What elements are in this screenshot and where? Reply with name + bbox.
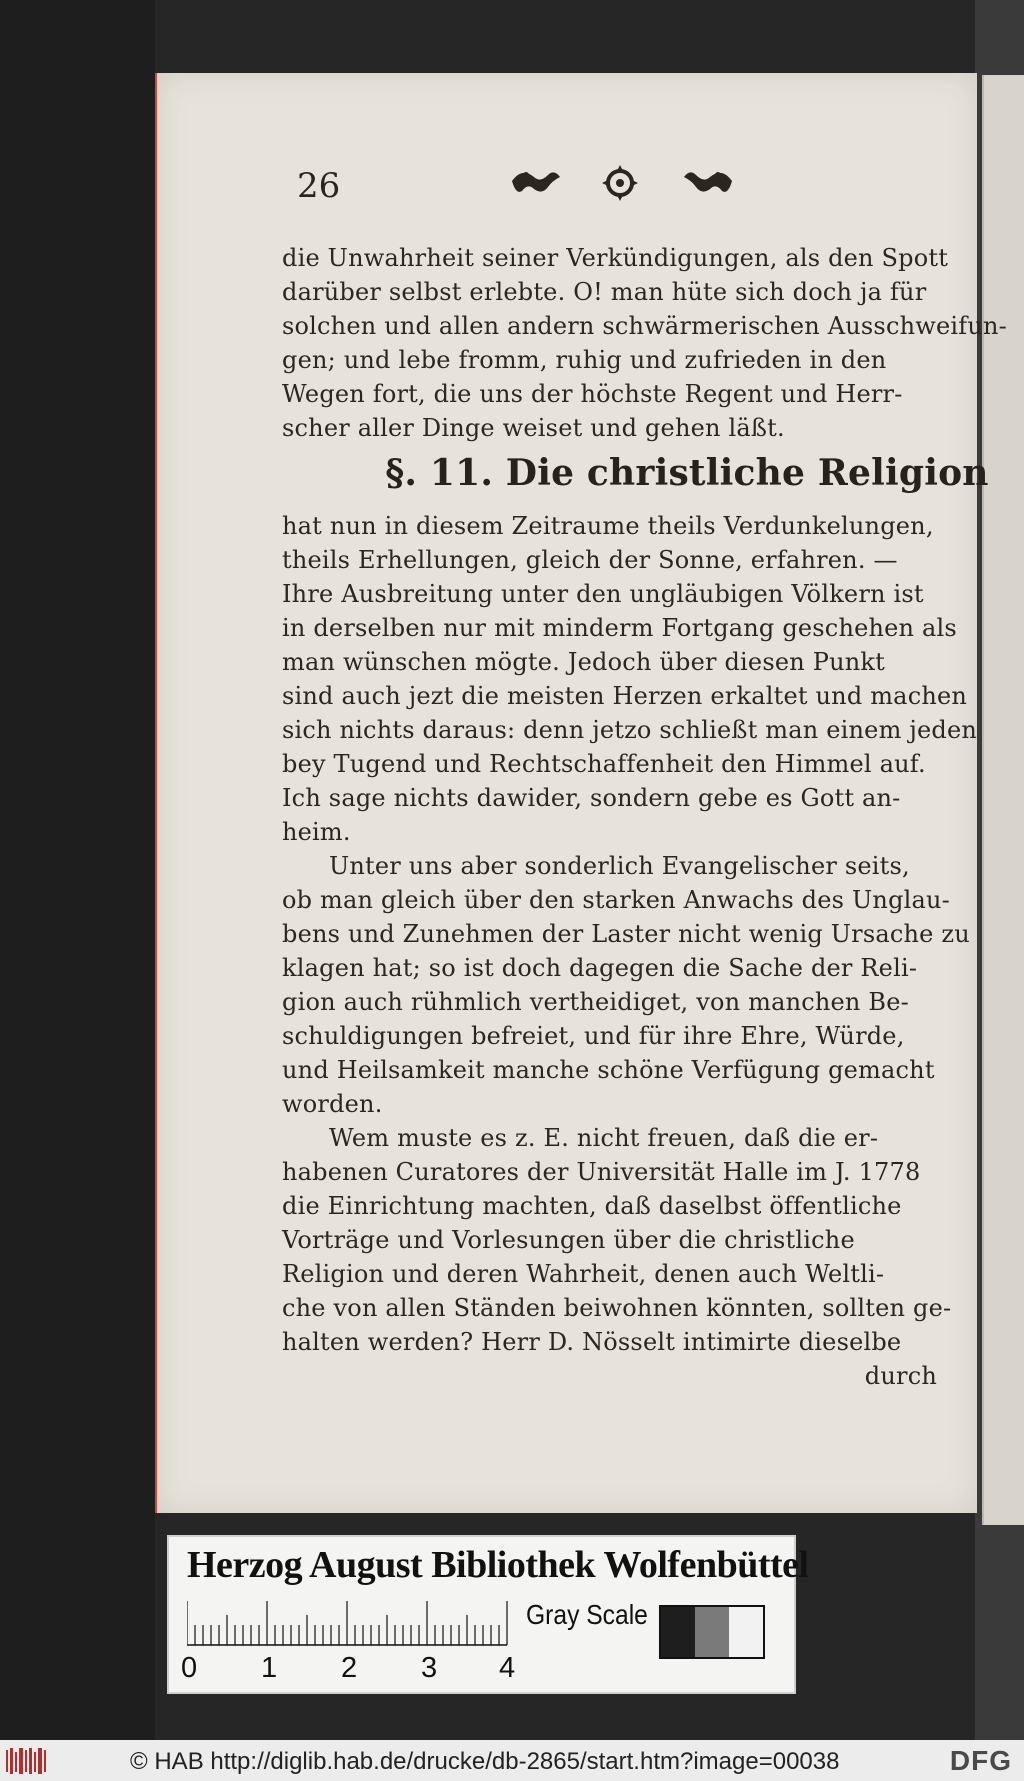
text-line: Wegen fort, die uns der höchste Regent und Herr- <box>282 380 903 408</box>
text-line: bey Tugend und Rechtschaffenheit den Himmel auf. <box>282 750 926 778</box>
ruler-label: 0 <box>181 1652 198 1684</box>
text-line: schuldigungen befreiet, und für ihre Ehre, Würde, <box>282 1022 905 1050</box>
text-line: Vorträge und Vorlesungen über die christliche <box>282 1226 855 1254</box>
gray-scale-label: Gray Scale <box>526 1599 648 1630</box>
text-line: Wem muste es z. E. nicht freuen, daß die er- <box>282 1124 879 1152</box>
section-heading: §. 11. Die christliche Religion <box>385 452 989 494</box>
gray-patch-light <box>729 1607 763 1657</box>
text-line: Ich sage nichts dawider, sondern gebe es Gott an- <box>282 784 901 812</box>
gray-scale-patches <box>659 1605 765 1659</box>
text-line: Religion und deren Wahrheit, denen auch Weltli- <box>282 1260 885 1288</box>
text-line: worden. <box>282 1090 383 1118</box>
text-line: und Heilsamkeit manche schöne Verfügung gemacht <box>282 1056 935 1084</box>
text-line: habenen Curatores der Universität Halle im J. 1778 <box>282 1158 921 1186</box>
text-line: Ihre Ausbreitung unter den ungläubigen Völkern ist <box>282 580 924 608</box>
color-calibration-strip <box>167 1535 809 1694</box>
text-line: halten werden? Herr D. Nösselt intimirte dieselbe <box>282 1328 902 1356</box>
text-block <box>282 241 1024 1393</box>
page-number: 26 <box>297 166 341 206</box>
footer-bar <box>0 1740 1024 1781</box>
ruler-label: 2 <box>341 1652 358 1684</box>
footer-credit-link[interactable]: © HAB http://diglib.hab.de/drucke/db-2865/start.htm?image=00038 <box>130 1748 840 1775</box>
text-line: bens und Zunehmen der Laster nicht wenig Ursache zu <box>282 920 970 948</box>
text-line: ob man gleich über den starken Anwachs des Unglau- <box>282 886 950 914</box>
text-line: theils Erhellungen, gleich der Sonne, erfahren. — <box>282 546 898 574</box>
gray-patch-mid <box>695 1607 729 1657</box>
ornament-header-icon <box>502 161 742 205</box>
scan-background-left <box>0 0 155 1740</box>
ruler-label: 4 <box>499 1652 516 1684</box>
text-line: solchen und allen andern schwärmerischen Ausschweifun- <box>282 312 1007 340</box>
text-line: Unter uns aber sonderlich Evangelischer seits, <box>282 852 910 880</box>
barcode-logo-icon <box>6 1746 48 1776</box>
text-line: gen; und lebe fromm, ruhig und zufrieden in den <box>282 346 887 374</box>
text-line: gion auch rühmlich vertheidiget, von manchen Be- <box>282 988 909 1016</box>
ruler-label: 3 <box>421 1652 438 1684</box>
text-line: in derselben nur mit minderm Fortgang geschehen als <box>282 614 957 642</box>
text-line: sind auch jezt die meisten Herzen erkaltet und machen <box>282 682 968 710</box>
text-line: die Einrichtung machten, daß daselbst öffentliche <box>282 1192 902 1220</box>
text-line: klagen hat; so ist doch dagegen die Sache der Reli- <box>282 954 918 982</box>
book-page <box>155 73 1007 1513</box>
catchword: durch <box>864 1362 937 1390</box>
library-title: Herzog August Bibliothek Wolfenbüttel <box>187 1544 809 1586</box>
text-line: man wünschen mögte. Jedoch über diesen Punkt <box>282 648 885 676</box>
text-line: scher aller Dinge weiset und gehen läßt. <box>282 414 785 442</box>
gray-patch-dark <box>661 1607 695 1657</box>
text-line: che von allen Ständen beiwohnen könnten, sollten ge- <box>282 1294 952 1322</box>
text-line: heim. <box>282 818 351 846</box>
text-line: sich nichts daraus: denn jetzo schließt man einem jeden <box>282 716 978 744</box>
text-line: darüber selbst erlebte. O! man hüte sich doch ja für <box>282 278 927 306</box>
dfg-logo: DFG <box>949 1745 1012 1776</box>
ruler-scale-icon <box>187 1599 517 1649</box>
text-line: die Unwahrheit seiner Verkündigungen, als den Spott <box>282 244 949 272</box>
text-line: hat nun in diesem Zeitraume theils Verdunkelungen, <box>282 512 934 540</box>
ruler-label: 1 <box>261 1652 278 1684</box>
